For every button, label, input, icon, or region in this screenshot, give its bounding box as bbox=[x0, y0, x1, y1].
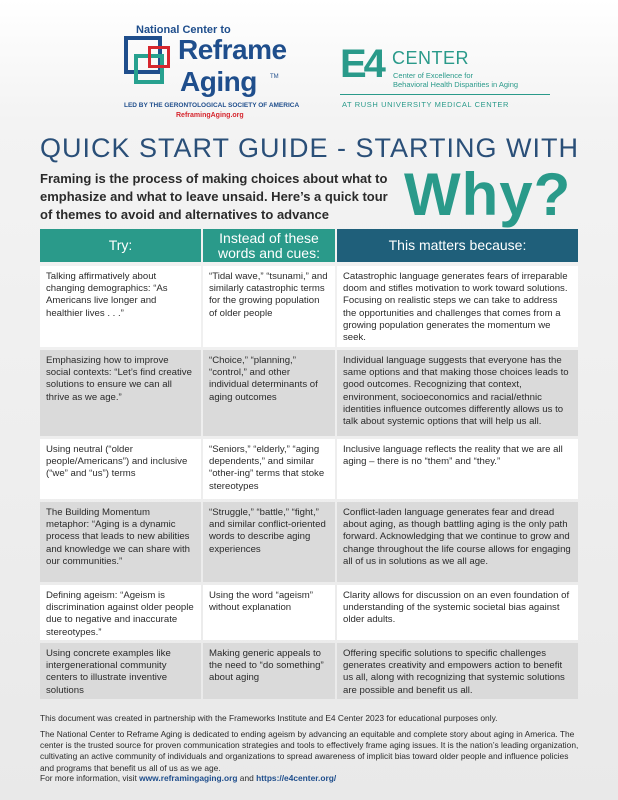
cell-instead: Using the word “ageism” without explanation bbox=[203, 585, 335, 640]
header-try: Try: bbox=[40, 229, 201, 262]
cell-because: Inclusive language reflects the reality that we are all aging – there is no “them” and “they.” bbox=[337, 439, 578, 499]
more-info-prefix: For more information, visit bbox=[40, 773, 140, 783]
about-text: The National Center to Reframe Aging is dedicated to ending ageism by advancing an equitable and complete story about aging in America. The center is the trusted source for proven communication strategies and tools to effectively frame aging issues. It is the nation’s leading organization, cultivating an active community of individuals and organizations to spread awareness of implicit bias toward older people and influence policies and programs that benefit us all of us as we age. bbox=[40, 729, 579, 773]
e4-logo-center: CENTER bbox=[392, 48, 470, 68]
logo-square-icon bbox=[148, 46, 170, 68]
intro-text: Framing is the process of making choices about what to emphasize and what to leave unsaid. Here’s a quick tour of themes to avoid and alternatives to advance bbox=[40, 171, 388, 222]
page-title: QUICK START GUIDE - STARTING WITH bbox=[40, 133, 580, 163]
cell-try: Defining ageism: “Ageism is discrimination against older people due to negative and inaccurate stereotypes.” bbox=[40, 585, 201, 640]
why-heading: Why? bbox=[404, 161, 572, 228]
ncra-logo bbox=[124, 24, 300, 124]
cell-try: The Building Momentum metaphor: “Aging is a dynamic process that leads to new abilities and knowledge we can share with our communities.” bbox=[40, 502, 201, 582]
cell-instead: “Struggle,” “battle,” “fight,” and similar conflict-oriented words to describe aging experiences bbox=[203, 502, 335, 582]
table-row bbox=[40, 585, 578, 640]
reframingaging-link[interactable]: www.reframingaging.org bbox=[139, 773, 238, 783]
cell-because: Catastrophic language generates fears of irreparable doom and stifles motivation to work toward solutions. Focusing on realistic steps we can take to address the opportunities and challenges that comes from a growing population generates the momentum we seek. bbox=[337, 266, 578, 347]
e4-logo-mark: E4 bbox=[340, 42, 383, 86]
cell-because: Conflict-laden language generates fear and dread about aging, as though battling aging is the only path forward. Acknowledging that we continue to grow and change throughout the life course allows for engaging all of us in solutions as we all age. bbox=[337, 502, 578, 582]
table-row bbox=[40, 643, 578, 699]
cell-instead: “Tidal wave,” “tsunami,” and similarly catastrophic terms for the growing population of older people bbox=[203, 266, 335, 347]
cell-instead: “Seniors,” “elderly,” “aging dependents,” and similar “other-ing” terms that stoke stereotypes bbox=[203, 439, 335, 499]
cell-because: Clarity allows for discussion on an even foundation of understanding of the systemic societal bias against older adults. bbox=[337, 585, 578, 640]
header-because: This matters because: bbox=[337, 229, 578, 262]
table-row bbox=[40, 439, 578, 499]
table-row bbox=[40, 350, 578, 436]
cell-because: Offering specific solutions to specific challenges generates creativity and empowers action to benefit us all, along with recognizing that systemic solutions are possible and benefit us all. bbox=[337, 643, 578, 699]
cell-instead: Making generic appeals to the need to “do something” about aging bbox=[203, 643, 335, 699]
ncra-logo-url: ReframingAging.org bbox=[176, 112, 244, 119]
more-info-line bbox=[40, 773, 336, 783]
e4-logo-rush: AT RUSH UNIVERSITY MEDICAL CENTER bbox=[342, 100, 510, 109]
e4center-link[interactable]: https://e4center.org/ bbox=[256, 773, 337, 783]
table-row bbox=[40, 266, 578, 347]
more-info-and: and bbox=[237, 773, 257, 783]
cell-instead: “Choice,” “planning,” “control,” and other individual determinants of aging outcomes bbox=[203, 350, 335, 436]
ncra-logo-aging: Aging bbox=[180, 66, 257, 97]
ncra-logo-reframe: Reframe bbox=[178, 34, 287, 65]
cell-try: Talking affirmatively about changing demographics: “As Americans live longer and healthier lives . . .” bbox=[40, 266, 201, 347]
cell-try: Using neutral (“older people/Americans”) and inclusive (“we” and “us”) terms bbox=[40, 439, 201, 499]
ncra-logo-led-by: LED BY THE GERONTOLOGICAL SOCIETY OF AMERICA bbox=[124, 102, 300, 109]
e4-logo-subtitle-1: Center of Excellence for bbox=[393, 71, 474, 80]
table-row bbox=[40, 502, 578, 582]
e4-logo bbox=[340, 44, 550, 114]
ncra-logo-tm: TM bbox=[270, 74, 279, 80]
e4-logo-divider bbox=[340, 94, 550, 95]
e4-logo-subtitle-2: Behavioral Health Disparities in Aging bbox=[393, 80, 519, 89]
cell-because: Individual language suggests that everyone has the same options and that making those choices leads to good outcomes. Recognizing that context, environment, socioeconomics and racial/ethnic identities influence outcomes differently allows us to talk about systemic options that will help us all. bbox=[337, 350, 578, 436]
ncra-logo-top-line: National Center to bbox=[136, 24, 231, 36]
cell-try: Using concrete examples like intergenerational community centers to illustrate inventive solutions bbox=[40, 643, 201, 699]
header-instead: Instead of these words and cues: bbox=[203, 229, 335, 262]
cell-try: Emphasizing how to improve social contexts: “Let’s find creative solutions to ensure we can all thrive as we age.” bbox=[40, 350, 201, 436]
partnership-note: This document was created in partnership with the Frameworks Institute and E4 Center 2023 for educational purposes only. bbox=[40, 713, 498, 723]
